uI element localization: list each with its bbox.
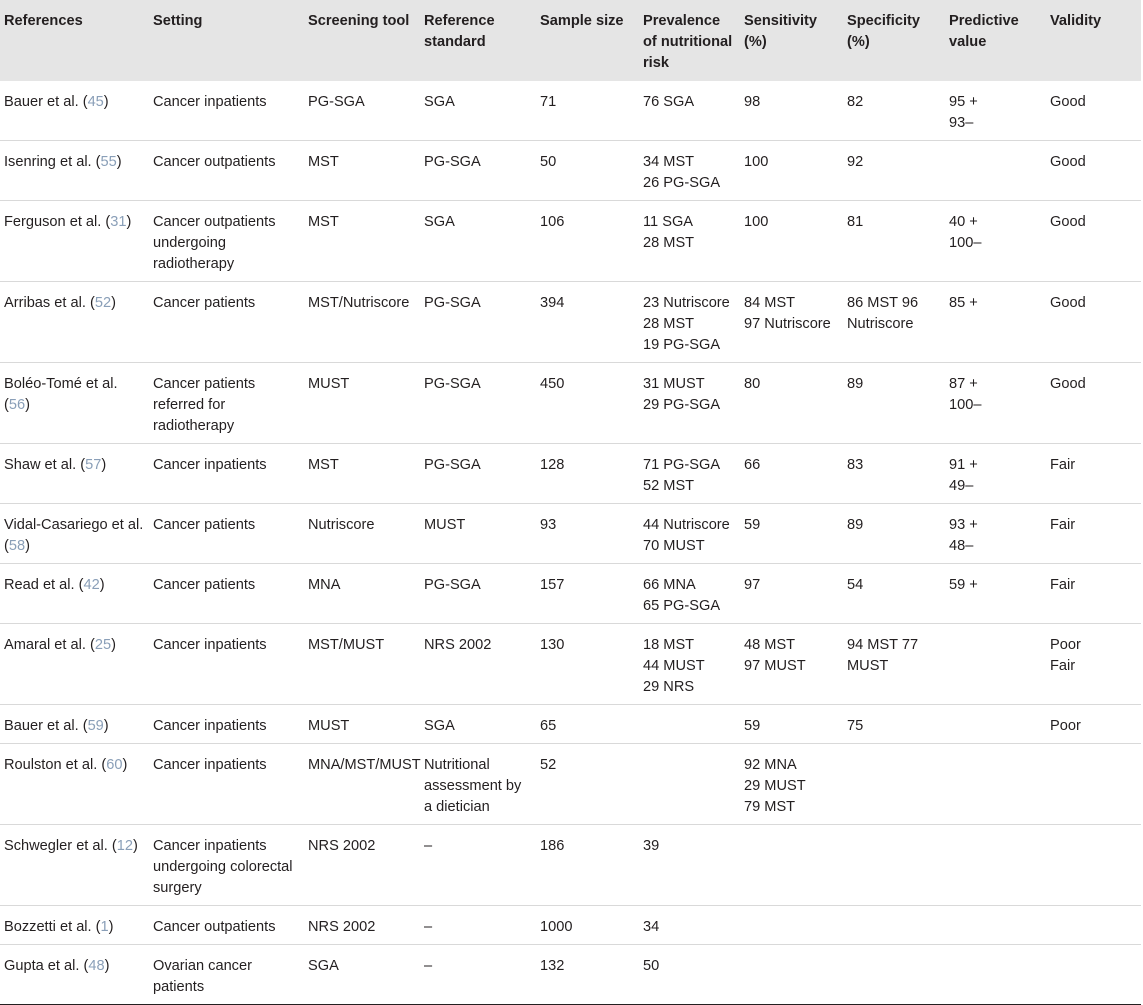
cell-reference: [0, 825, 149, 906]
header-validity: Validity: [1050, 13, 1102, 29]
cell-sample-size: 71: [540, 94, 557, 110]
cell-reference-standard: NRS 2002: [424, 637, 492, 653]
cell-sensitivity-line: 100: [744, 214, 769, 230]
cell-validity-line: Good: [1050, 376, 1086, 392]
reference-author: Bozzetti et al. (: [4, 919, 101, 935]
reference-author: Gupta et al. (: [4, 958, 89, 974]
reference-author: Schwegler et al. (: [4, 838, 117, 854]
cell-setting: Cancer patients: [153, 577, 256, 593]
cell-predictive-value-line: 48–: [949, 538, 974, 554]
cell-validity-line: Fair: [1050, 577, 1076, 593]
cell-specificity-line: 89: [847, 517, 864, 533]
cell-predictive-value: [945, 564, 1046, 624]
cell-validity: [1046, 825, 1141, 906]
cell-reference-standard: SGA: [424, 718, 455, 734]
cell-screening-tool: MST: [308, 154, 339, 170]
cell-predictive-value-line: 100–: [949, 397, 982, 413]
cell-setting: Cancer outpatients: [153, 154, 276, 170]
cell-predictive-value-line: 93 +: [949, 517, 978, 533]
cell-predictive-value: [945, 363, 1046, 444]
cell-predictive-value: [945, 945, 1046, 1005]
cell-prevalence-line: 28 MST: [643, 316, 695, 332]
cell-setting: Cancer patients referred for radiotherapy: [153, 376, 256, 434]
table-row: [0, 906, 1141, 945]
reference-close-paren: ): [132, 838, 138, 854]
cell-reference-standard: MUST: [424, 517, 466, 533]
reference-close-paren: ): [111, 637, 116, 653]
reference-citation-link[interactable]: 55: [100, 154, 117, 170]
cell-validity: [1046, 201, 1141, 282]
cell-reference-standard: –: [424, 919, 433, 935]
cell-sensitivity-line: 59: [744, 517, 761, 533]
reference-citation-link[interactable]: 48: [88, 958, 105, 974]
cell-specificity-line: 54: [847, 577, 864, 593]
cell-specificity: [843, 624, 945, 705]
cell-prevalence-line: 26 PG-SGA: [643, 175, 721, 191]
cell-reference: [0, 141, 149, 201]
cell-prevalence-line: 34 MST: [643, 154, 695, 170]
cell-specificity: [843, 282, 945, 363]
cell-specificity: [843, 504, 945, 564]
cell-prevalence: [639, 624, 740, 705]
cell-predictive-value: [945, 744, 1046, 825]
cell-sample-size: 1000: [540, 919, 573, 935]
cell-predictive-value: [945, 825, 1046, 906]
cell-prevalence: [639, 945, 740, 1005]
reference-close-paren: ): [116, 154, 122, 170]
reference-author: Read et al. (: [4, 577, 84, 593]
cell-screening-tool: MST: [308, 214, 339, 230]
reference-citation-link[interactable]: 52: [94, 295, 112, 311]
cell-sample-size: 394: [540, 295, 565, 311]
header-prevalence: Prevalence of nutritional risk: [643, 13, 733, 71]
reference-close-paren: ): [99, 577, 105, 593]
cell-sensitivity: [740, 363, 843, 444]
cell-prevalence-line: 66 MNA: [643, 577, 696, 593]
cell-screening-tool: MST/Nutriscore: [308, 295, 410, 311]
reference-author: Ferguson et al. (: [4, 214, 111, 230]
cell-setting: Cancer outpatients undergoing radiotherapy: [153, 214, 276, 272]
cell-screening-tool: NRS 2002: [308, 838, 376, 854]
cell-prevalence: [639, 444, 740, 504]
cell-validity: [1046, 282, 1141, 363]
cell-sensitivity: [740, 744, 843, 825]
table-row: [0, 201, 1141, 282]
cell-screening-tool: MUST: [308, 718, 350, 734]
cell-reference-standard: Nutritional assessment by a dietician: [424, 757, 522, 815]
cell-prevalence: [639, 744, 740, 825]
header-sensitivity: Sensitivity (%): [744, 13, 817, 50]
cell-specificity-line: Nutriscore: [847, 316, 914, 332]
cell-predictive-value-line: 87 +: [949, 376, 978, 392]
cell-screening-tool: MUST: [308, 376, 350, 392]
reference-citation-link[interactable]: 42: [83, 577, 100, 593]
reference-citation-link[interactable]: 12: [116, 838, 133, 854]
reference-close-paren: ): [104, 958, 110, 974]
cell-specificity-line: 83: [847, 457, 864, 473]
cell-specificity-line: 94 MST 77: [847, 637, 919, 653]
cell-sample-size: 93: [540, 517, 557, 533]
reference-citation-link[interactable]: 31: [110, 214, 127, 230]
cell-specificity: [843, 81, 945, 141]
cell-sensitivity-line: 84 MST: [744, 295, 796, 311]
cell-validity-line: Fair: [1050, 457, 1076, 473]
cell-setting: Cancer patients: [153, 295, 256, 311]
cell-predictive-value-line: 40 +: [949, 214, 978, 230]
cell-prevalence-line: 70 MUST: [643, 538, 705, 554]
reference-author: Shaw et al. (: [4, 457, 86, 473]
cell-predictive-value-line: 93–: [949, 115, 974, 131]
reference-close-paren: ): [103, 718, 109, 734]
reference-close-paren: ): [25, 538, 30, 554]
table-row: [0, 504, 1141, 564]
cell-setting: Cancer inpatients: [153, 757, 267, 773]
header-sample-size: Sample size: [540, 13, 624, 29]
table-row: [0, 363, 1141, 444]
cell-sensitivity-line: 80: [744, 376, 761, 392]
cell-validity-line: Good: [1050, 295, 1086, 311]
cell-validity-line: Good: [1050, 154, 1086, 170]
cell-prevalence: [639, 363, 740, 444]
cell-predictive-value-line: 100–: [949, 235, 982, 251]
cell-prevalence-line: 52 MST: [643, 478, 695, 494]
cell-screening-tool: MST: [308, 457, 339, 473]
table-header-row: [0, 0, 1141, 81]
table-row: [0, 564, 1141, 624]
cell-sensitivity: [740, 945, 843, 1005]
cell-sensitivity-line: 29 MUST: [744, 778, 806, 794]
cell-prevalence-line: 76 SGA: [643, 94, 695, 110]
cell-setting: Cancer outpatients: [153, 919, 276, 935]
cell-predictive-value: [945, 141, 1046, 201]
cell-reference-standard: –: [424, 958, 433, 974]
reference-close-paren: ): [101, 457, 107, 473]
reference-close-paren: ): [108, 919, 114, 935]
cell-validity-line: Poor: [1050, 718, 1081, 734]
cell-prevalence-line: 34: [643, 919, 660, 935]
cell-sample-size: 128: [540, 457, 565, 473]
cell-prevalence: [639, 282, 740, 363]
cell-prevalence-line: 31 MUST: [643, 376, 705, 392]
cell-predictive-value-line: 85 +: [949, 295, 978, 311]
cell-sensitivity: [740, 624, 843, 705]
cell-validity: [1046, 504, 1141, 564]
cell-sensitivity: [740, 825, 843, 906]
cell-prevalence: [639, 705, 740, 744]
cell-sensitivity: [740, 444, 843, 504]
cell-sensitivity: [740, 282, 843, 363]
table-row: [0, 945, 1141, 1005]
cell-validity: [1046, 744, 1141, 825]
cell-specificity: [843, 444, 945, 504]
cell-validity-line: Poor: [1050, 637, 1081, 653]
cell-validity: [1046, 624, 1141, 705]
cell-specificity-line: 75: [847, 718, 864, 734]
table-row: [0, 744, 1141, 825]
cell-validity: [1046, 564, 1141, 624]
cell-validity-line: Good: [1050, 214, 1086, 230]
cell-predictive-value-line: 91 +: [949, 457, 978, 473]
cell-reference-standard: SGA: [424, 94, 455, 110]
cell-reference: [0, 906, 149, 945]
table-row: [0, 444, 1141, 504]
cell-specificity: [843, 564, 945, 624]
cell-sample-size: 186: [540, 838, 565, 854]
cell-predictive-value-line: 49–: [949, 478, 974, 494]
cell-prevalence-line: 39: [643, 838, 660, 854]
header-reference-standard: Reference standard: [424, 13, 495, 50]
cell-specificity-line: MUST: [847, 658, 889, 674]
cell-sample-size: 65: [540, 718, 557, 734]
header-setting: Setting: [153, 13, 203, 29]
reference-citation-link[interactable]: 57: [85, 457, 102, 473]
cell-sensitivity-line: 100: [744, 154, 769, 170]
cell-sensitivity: [740, 141, 843, 201]
reference-close-paren: ): [103, 94, 109, 110]
header-screening-tool: Screening tool: [308, 13, 410, 29]
cell-sample-size: 106: [540, 214, 565, 230]
cell-prevalence-line: 50: [643, 958, 660, 974]
cell-predictive-value: [945, 81, 1046, 141]
cell-validity: [1046, 81, 1141, 141]
cell-sensitivity-line: 48 MST: [744, 637, 796, 653]
table-row: [0, 705, 1141, 744]
cell-reference: [0, 81, 149, 141]
cell-screening-tool: Nutriscore: [308, 517, 375, 533]
cell-prevalence-line: 65 PG-SGA: [643, 598, 721, 614]
reference-author: Roulston et al. (: [4, 757, 107, 773]
cell-sensitivity: [740, 906, 843, 945]
reference-author: Bauer et al. (: [4, 718, 88, 734]
cell-prevalence: [639, 564, 740, 624]
cell-reference: [0, 363, 149, 444]
reference-author: Bauer et al. (: [4, 94, 88, 110]
cell-sample-size: 157: [540, 577, 565, 593]
cell-sensitivity: [740, 504, 843, 564]
table-row: [0, 825, 1141, 906]
cell-prevalence-line: 29 PG-SGA: [643, 397, 721, 413]
cell-screening-tool: MNA: [308, 577, 341, 593]
cell-sample-size: 132: [540, 958, 565, 974]
cell-setting: Cancer inpatients: [153, 94, 267, 110]
cell-specificity: [843, 363, 945, 444]
reference-close-paren: ): [111, 295, 116, 311]
reference-citation-link[interactable]: 58: [8, 538, 26, 554]
cell-specificity-line: 92: [847, 154, 864, 170]
cell-sensitivity-line: 97: [744, 577, 761, 593]
cell-reference: [0, 564, 149, 624]
cell-prevalence: [639, 81, 740, 141]
cell-setting: Ovarian cancer patients: [153, 958, 252, 995]
cell-specificity: [843, 705, 945, 744]
cell-predictive-value: [945, 906, 1046, 945]
table-row: [0, 282, 1141, 363]
reference-author: Boléo-Tomé et al. (: [4, 376, 118, 413]
cell-predictive-value: [945, 282, 1046, 363]
header-predictive-value: Predictive value: [949, 13, 1019, 50]
cell-prevalence-line: 19 PG-SGA: [643, 337, 721, 353]
reference-close-paren: ): [25, 397, 30, 413]
cell-sample-size: 130: [540, 637, 565, 653]
cell-prevalence: [639, 825, 740, 906]
cell-specificity: [843, 744, 945, 825]
cell-prevalence-line: 71 PG-SGA: [643, 457, 721, 473]
cell-sensitivity-line: 98: [744, 94, 761, 110]
table-body: [0, 81, 1141, 1005]
cell-predictive-value: [945, 504, 1046, 564]
cell-sensitivity-line: 59: [744, 718, 761, 734]
cell-validity-line: Good: [1050, 94, 1086, 110]
cell-reference: [0, 624, 149, 705]
cell-reference: [0, 201, 149, 282]
cell-prevalence-line: 23 Nutriscore: [643, 295, 730, 311]
cell-reference-standard: SGA: [424, 214, 455, 230]
cell-specificity: [843, 141, 945, 201]
reference-citation-link[interactable]: 56: [8, 397, 26, 413]
cell-prevalence: [639, 201, 740, 282]
cell-specificity-line: 86 MST 96: [847, 295, 919, 311]
cell-screening-tool: PG-SGA: [308, 94, 365, 110]
cell-sensitivity-line: 79 MST: [744, 799, 796, 815]
cell-predictive-value: [945, 201, 1046, 282]
header-specificity: Specificity (%): [847, 13, 920, 50]
cell-prevalence-line: 44 Nutriscore: [643, 517, 730, 533]
cell-sample-size: 52: [540, 757, 557, 773]
cell-validity: [1046, 945, 1141, 1005]
cell-reference-standard: PG-SGA: [424, 376, 481, 392]
reference-citation-link[interactable]: 45: [87, 94, 104, 110]
cell-specificity: [843, 945, 945, 1005]
cell-reference: [0, 444, 149, 504]
table-row: [0, 81, 1141, 141]
cell-specificity: [843, 825, 945, 906]
cell-prevalence-line: 28 MST: [643, 235, 695, 251]
table-row: [0, 624, 1141, 705]
cell-specificity-line: 82: [847, 94, 864, 110]
reference-citation-link[interactable]: 60: [106, 757, 123, 773]
cell-setting: Cancer patients: [153, 517, 256, 533]
cell-reference-standard: PG-SGA: [424, 154, 481, 170]
cell-sensitivity-line: 97 Nutriscore: [744, 316, 831, 332]
cell-screening-tool: MNA/MST/MUST: [308, 757, 421, 773]
cell-reference: [0, 945, 149, 1005]
cell-reference-standard: PG-SGA: [424, 295, 481, 311]
cell-specificity-line: 81: [847, 214, 864, 230]
reference-author: Vidal-Casariego et al. (: [4, 517, 144, 554]
cell-prevalence: [639, 906, 740, 945]
cell-reference-standard: –: [424, 838, 433, 854]
reference-citation-link[interactable]: 59: [87, 718, 104, 734]
reference-close-paren: ): [122, 757, 128, 773]
reference-close-paren: ): [126, 214, 132, 230]
cell-setting: Cancer inpatients: [153, 637, 267, 653]
cell-predictive-value-line: 95 +: [949, 94, 978, 110]
cell-reference: [0, 744, 149, 825]
cell-prevalence-line: 29 NRS: [643, 679, 695, 695]
cell-reference-standard: PG-SGA: [424, 577, 481, 593]
cell-screening-tool: SGA: [308, 958, 339, 974]
cell-sensitivity: [740, 201, 843, 282]
cell-screening-tool: NRS 2002: [308, 919, 376, 935]
cell-validity: [1046, 705, 1141, 744]
cell-validity-line: Fair: [1050, 517, 1076, 533]
reference-citation-link[interactable]: 1: [100, 919, 109, 935]
cell-sensitivity-line: 97 MUST: [744, 658, 806, 674]
table-row: [0, 141, 1141, 201]
reference-author: Isenring et al. (: [4, 154, 101, 170]
reference-author: Arribas et al. (: [4, 295, 95, 311]
cell-sample-size: 450: [540, 376, 565, 392]
cell-specificity: [843, 906, 945, 945]
cell-screening-tool: MST/MUST: [308, 637, 385, 653]
cell-prevalence-line: 18 MST: [643, 637, 695, 653]
cell-setting: Cancer inpatients: [153, 718, 267, 734]
cell-reference: [0, 504, 149, 564]
cell-setting: Cancer inpatients: [153, 457, 267, 473]
cell-prevalence-line: 11 SGA: [643, 214, 694, 230]
cell-validity: [1046, 906, 1141, 945]
cell-setting: Cancer inpatients undergoing colorectal surgery: [153, 838, 293, 896]
cell-sensitivity: [740, 81, 843, 141]
cell-predictive-value: [945, 444, 1046, 504]
cell-validity: [1046, 444, 1141, 504]
cell-reference-standard: PG-SGA: [424, 457, 481, 473]
cell-sensitivity-line: 66: [744, 457, 761, 473]
cell-prevalence-line: 44 MUST: [643, 658, 705, 674]
cell-sensitivity: [740, 564, 843, 624]
cell-sample-size: 50: [540, 154, 557, 170]
cell-validity: [1046, 141, 1141, 201]
cell-predictive-value: [945, 705, 1046, 744]
cell-validity-line: Fair: [1050, 658, 1076, 674]
cell-predictive-value-line: 59 +: [949, 577, 978, 593]
reference-author: Amaral et al. (: [4, 637, 95, 653]
cell-reference: [0, 705, 149, 744]
header-references: References: [4, 13, 83, 29]
cell-validity: [1046, 363, 1141, 444]
cell-reference: [0, 282, 149, 363]
cell-specificity: [843, 201, 945, 282]
cell-prevalence: [639, 504, 740, 564]
cell-predictive-value: [945, 624, 1046, 705]
cell-specificity-line: 89: [847, 376, 864, 392]
cell-prevalence: [639, 141, 740, 201]
cell-sensitivity: [740, 705, 843, 744]
reference-citation-link[interactable]: 25: [94, 637, 112, 653]
cell-sensitivity-line: 92 MNA: [744, 757, 797, 773]
